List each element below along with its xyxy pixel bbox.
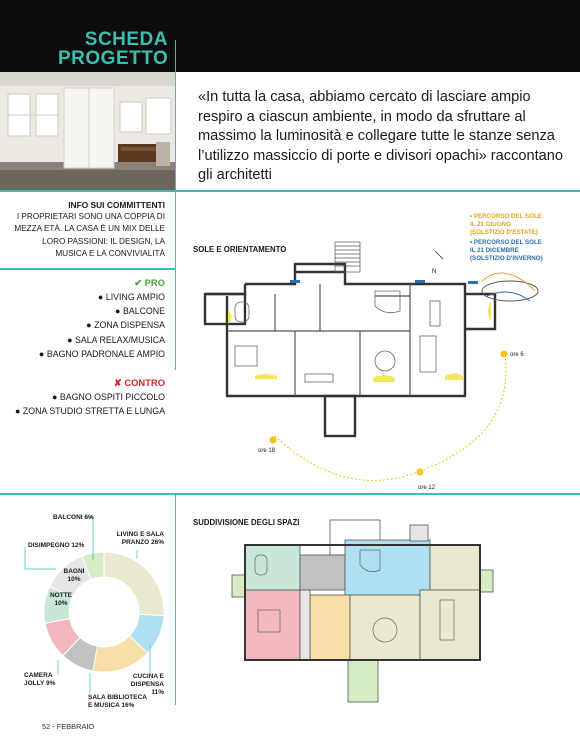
pro-title: ✔ PRO [134, 277, 165, 288]
north-arrow-icon [435, 251, 443, 259]
horizontal-divider [0, 190, 580, 192]
chart-label-bagni: BAGNI 10% [63, 568, 85, 583]
chart-label-cucina: CUCINA E DISPENSA 11% [130, 673, 164, 696]
page-footer: 52 - FEBBRAIO [42, 722, 95, 731]
pro-list [0, 290, 165, 361]
pro-item: ● BAGNO PADRONALE AMPIO [0, 347, 165, 361]
contro-item: ● ZONA STUDIO STRETTA E LUNGA [0, 404, 165, 418]
architect-quote: «In tutta la casa, abbiamo cercato di lasciare ampio respiro a ciascun ambiente, in modo da sfruttare al massimo la luminosità e collegare tutte le stanze senza l’utilizzo massiccio di porte e divisori opachi» raccontano gli architetti [198, 89, 564, 183]
legend-winter-line: IL 21 DICEMBRE [470, 247, 519, 254]
chart-label-balconi: BALCONI 6% [53, 514, 94, 521]
contro-item: ● BAGNO OSPITI PICCOLO [0, 390, 165, 404]
chart-label-living: LIVING E SALA PRANZO 26% [116, 531, 164, 546]
stairs [335, 242, 360, 272]
info-divider [0, 268, 175, 270]
vertical-divider [175, 40, 176, 370]
window-mark [415, 280, 425, 283]
legend-summer [470, 213, 570, 237]
contro-title: ✘ CONTRO [113, 377, 165, 388]
legend-winter-line: • PERCORSO DEL SOLE [470, 239, 542, 246]
sun-icon [270, 351, 507, 475]
sun-path-arc [420, 356, 506, 471]
info-title: INFO SUI COMMITTENTI [68, 200, 165, 210]
pro-item: ● SALA RELAX/MUSICA [0, 333, 165, 347]
legend-summer-line: • PERCORSO DEL SOLE [470, 213, 542, 220]
hour-18-label: ore 18 [258, 448, 276, 454]
sun-orientation-plan [195, 236, 580, 494]
window-mark [290, 280, 300, 283]
hour-6-label: ore 6 [510, 352, 524, 358]
legend-summer-line: IL 21 GIUGNO [470, 221, 511, 228]
chart-label-biblioteca: SALA BIBLIOTECA E MUSICA 16% [88, 694, 147, 709]
chart-label-camera: CAMERA JOLLY 9% [24, 672, 56, 687]
section-title-line2: PROGETTO [58, 48, 169, 69]
sun-sphere-diagram [482, 273, 538, 301]
pro-item: ● ZONA DISPENSA [0, 318, 165, 332]
house-outline [205, 264, 495, 436]
legend-winter-line: (SOLSTIZIO D'INVERNO) [470, 255, 543, 262]
sun-path-arc [275, 436, 420, 480]
sole-plan-title: SOLE E ORIENTAMENTO [193, 245, 287, 254]
section-title [58, 30, 168, 68]
interior-photo [0, 72, 175, 190]
legend-summer-line: (SOLSTIZIO D'ESTATE) [470, 229, 538, 236]
contro-list [0, 390, 165, 418]
window-mark [468, 281, 478, 284]
chart-label-notte: NOTTE 10% [49, 592, 73, 607]
chart-label-disimpegno: DISIMPEGNO 12% [28, 542, 85, 549]
spazi-plan-title: SUDDIVISIONE DEGLI SPAZI [193, 518, 300, 527]
north-label: N [432, 269, 437, 275]
donut-slice-0 [104, 552, 164, 616]
section-vertical-divider [175, 495, 176, 705]
section-title-line1: SCHEDA [84, 29, 168, 50]
furniture [235, 291, 440, 382]
pro-item: ● BALCONE [0, 304, 165, 318]
hour-12-label: ore 12 [418, 485, 436, 491]
info-body: I PROPRIETARI SONO UNA COPPIA DI MEZZA ETÀ. LA CASA È UN MIX DELLE LORO PASSIONI: IL DESIGN, LA MUSICA E LA CONVIVIALITÀ [14, 212, 165, 259]
pro-item: ● LIVING AMPIO [0, 290, 165, 304]
space-division-plan [230, 515, 495, 710]
